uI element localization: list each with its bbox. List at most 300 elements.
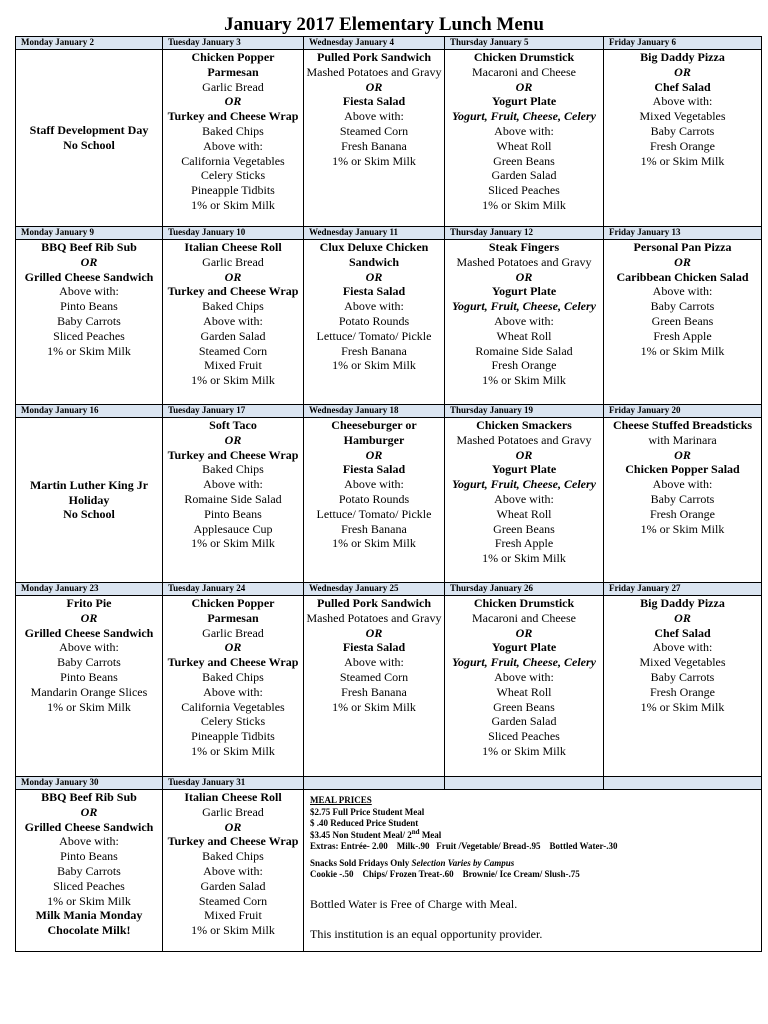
menu-item xyxy=(165,198,301,213)
menu-line-text: Pinto Beans xyxy=(60,669,118,684)
menu-entree xyxy=(447,596,601,611)
menu-item xyxy=(447,433,601,448)
menu-line-text: Grilled Cheese Sandwich xyxy=(24,269,154,284)
menu-line-text: Above with: xyxy=(344,109,404,124)
menu-item xyxy=(606,685,759,700)
day-menu-cell xyxy=(16,418,163,583)
menu-entree xyxy=(165,50,301,80)
menu-entree xyxy=(18,270,160,285)
menu-line-text: Green Beans xyxy=(493,521,555,536)
menu-item xyxy=(447,373,601,388)
menu-item xyxy=(447,611,601,626)
day-menu-cell xyxy=(445,418,604,583)
menu-line-text: Celery Sticks xyxy=(200,168,266,183)
menu-line-text: Fresh Banana xyxy=(341,684,407,699)
menu-entree xyxy=(606,50,759,65)
menu-line-text: Milk Mania Monday Chocolate Milk! xyxy=(35,908,143,938)
menu-item xyxy=(306,522,442,537)
menu-line-text: Fresh Apple xyxy=(653,328,712,343)
menu-line-text: Sliced Peaches xyxy=(53,878,125,893)
menu-italic-line xyxy=(18,805,160,820)
menu-line-text: Chef Salad xyxy=(654,79,711,94)
menu-entree xyxy=(306,418,442,448)
menu-line-text: Baby Carrots xyxy=(57,655,121,670)
menu-line-text: BBQ Beef Rib Sub xyxy=(41,240,137,254)
menu-table xyxy=(15,36,762,952)
menu-entree xyxy=(165,596,301,626)
empty-day-header xyxy=(304,777,445,790)
menu-italic-line xyxy=(165,640,301,655)
menu-italic-line xyxy=(306,626,442,641)
menu-line-text: Garden Salad xyxy=(491,714,557,729)
menu-entree xyxy=(165,418,301,433)
menu-item xyxy=(165,729,301,744)
day-menu-cell xyxy=(604,418,762,583)
menu-line-text: OR xyxy=(674,610,691,625)
menu-line-text: Baked Chips xyxy=(202,123,264,138)
menu-item xyxy=(447,714,601,729)
menu-line-text: 1% or Skim Milk xyxy=(191,373,275,388)
menu-line-text: Garlic Bread xyxy=(202,804,264,819)
menu-line-text: Clux Deluxe Chicken Sandwich xyxy=(319,240,429,269)
menu-item xyxy=(165,714,301,729)
menu-line-text: Baked Chips xyxy=(202,462,264,477)
menu-item xyxy=(447,522,601,537)
menu-line-text: Pulled Pork Sandwich xyxy=(316,50,432,64)
day-header: Wednesday January 25 xyxy=(304,583,445,596)
menu-item xyxy=(306,154,442,169)
menu-italic-line xyxy=(18,611,160,626)
menu-item xyxy=(606,477,759,492)
menu-item xyxy=(165,879,301,894)
water-note: Bottled Water is Free of Charge with Meal. xyxy=(310,896,518,911)
menu-line-text: 1% or Skim Milk xyxy=(640,521,725,536)
menu-line-text: Macaroni and Cheese xyxy=(472,610,576,625)
menu-line-text: 1% or Skim Milk xyxy=(640,699,725,714)
week-header-row xyxy=(16,37,762,50)
menu-line-text: California Vegetables xyxy=(181,153,285,168)
menu-item xyxy=(606,139,759,154)
menu-line-text: Grilled Cheese Sandwich xyxy=(24,625,154,640)
menu-item xyxy=(18,670,160,685)
menu-item xyxy=(165,373,301,388)
menu-item xyxy=(606,670,759,685)
menu-line-text: Green Beans xyxy=(493,699,555,714)
menu-entree xyxy=(18,790,160,805)
menu-italic-line xyxy=(306,270,442,285)
menu-item xyxy=(306,344,442,359)
menu-item xyxy=(447,168,601,183)
menu-line-text: Baby Carrots xyxy=(650,123,715,138)
menu-line-text: Yogurt Plate xyxy=(491,640,557,655)
menu-entree xyxy=(18,123,160,138)
day-menu-cell xyxy=(304,240,445,405)
week-menu-row xyxy=(16,596,762,777)
menu-line-text: Yogurt, Fruit, Cheese, Celery xyxy=(451,477,596,492)
menu-italic-line xyxy=(606,448,759,463)
menu-line-text: OR xyxy=(80,610,98,625)
menu-line-text: Mixed Vegetables xyxy=(639,109,726,124)
menu-line-text: Chicken Drumstick xyxy=(473,596,575,610)
menu-item xyxy=(165,849,301,864)
menu-line-text: OR xyxy=(80,804,98,819)
menu-item xyxy=(306,358,442,373)
menu-line-text: Potato Rounds xyxy=(338,491,410,506)
menu-line-text: Above with: xyxy=(344,655,404,670)
menu-line-text: OR xyxy=(365,79,383,94)
menu-item xyxy=(606,329,759,344)
day-header: Monday January 9 xyxy=(16,227,163,240)
menu-line-text: 1% or Skim Milk xyxy=(332,153,416,168)
menu-line-text: Steamed Corn xyxy=(198,343,268,358)
menu-item xyxy=(306,109,442,124)
day-menu-cell xyxy=(304,50,445,227)
menu-item xyxy=(447,700,601,715)
menu-line-text: Mashed Potatoes and Gravy xyxy=(456,432,592,447)
menu-line-text: Baked Chips xyxy=(202,299,264,314)
menu-line-text: 1% or Skim Milk xyxy=(332,358,416,373)
menu-item xyxy=(165,344,301,359)
menu-line-text: Potato Rounds xyxy=(338,313,410,328)
menu-line-text: Garlic Bread xyxy=(202,79,264,94)
menu-line-text: Sliced Peaches xyxy=(53,328,125,343)
menu-line-text: Baked Chips xyxy=(202,669,264,684)
menu-entree xyxy=(606,240,759,255)
menu-line-text: Frito Pie xyxy=(66,596,112,610)
menu-line-text: Yogurt Plate xyxy=(491,284,557,299)
empty-day-header xyxy=(445,777,604,790)
menu-line-text: Personal Pan Pizza xyxy=(633,240,732,254)
menu-line-text: Fresh Apple xyxy=(494,536,554,551)
menu-line-text: Green Beans xyxy=(651,313,714,328)
menu-item xyxy=(447,507,601,522)
menu-entree xyxy=(306,240,442,270)
menu-line-text: OR xyxy=(674,447,691,462)
snack-prices-line: Cookie -.50 Chips/ Frozen Treat-.60 Brownie/ Ice Cream/ Slush-.75 xyxy=(310,869,580,880)
menu-line-text: Above with: xyxy=(494,669,554,684)
menu-item xyxy=(165,670,301,685)
menu-line-text: Applesauce Cup xyxy=(193,521,273,536)
menu-item xyxy=(18,299,160,314)
menu-entree xyxy=(606,462,759,477)
menu-line-text: Mixed Fruit xyxy=(204,358,262,373)
menu-item xyxy=(447,492,601,507)
menu-entree xyxy=(165,448,301,463)
menu-italic-line xyxy=(306,448,442,463)
menu-line-text: OR xyxy=(224,640,242,655)
menu-line-text: Macaroni and Cheese xyxy=(472,64,576,79)
menu-item xyxy=(306,507,442,522)
menu-line-text: OR xyxy=(515,447,533,462)
menu-line-text: 1% or Skim Milk xyxy=(332,699,416,714)
menu-line-text: Pineapple Tidbits xyxy=(191,183,275,198)
menu-line-text: 1% or Skim Milk xyxy=(482,197,566,212)
reduced-price-line: $ .40 Reduced Price Student xyxy=(310,818,419,829)
menu-line-text: Above with: xyxy=(494,491,554,506)
menu-line-text: Lettuce/ Tomato/ Pickle xyxy=(316,328,432,343)
menu-line-text: Martin Luther King Jr Holiday xyxy=(29,477,149,507)
menu-item xyxy=(165,536,301,551)
day-header: Friday January 27 xyxy=(604,583,762,596)
day-menu-cell xyxy=(163,50,304,227)
equal-opportunity-note: This institution is an equal opportunity provider. xyxy=(310,926,543,941)
menu-entree xyxy=(18,626,160,641)
menu-item xyxy=(447,124,601,139)
non-student-text: $3.45 Non Student Meal/ 2 xyxy=(310,829,412,840)
menu-line-text: Fresh Banana xyxy=(341,138,407,153)
meal-prices-title: MEAL PRICES xyxy=(310,795,372,805)
menu-item xyxy=(165,626,301,641)
menu-line-text: Above with: xyxy=(344,299,404,314)
menu-line-text: Garlic Bread xyxy=(202,625,264,640)
menu-item xyxy=(165,358,301,373)
menu-entree xyxy=(306,284,442,299)
menu-line-text: Wheat Roll xyxy=(496,506,552,521)
menu-italic-line xyxy=(18,255,160,270)
menu-item xyxy=(165,894,301,909)
menu-line-text: 1% or Skim Milk xyxy=(47,699,131,714)
menu-line-text: Steamed Corn xyxy=(339,123,409,138)
menu-item xyxy=(447,139,601,154)
menu-item xyxy=(165,154,301,169)
menu-line-text: Romaine Side Salad xyxy=(184,491,282,506)
day-header: Thursday January 12 xyxy=(445,227,604,240)
menu-italic-line xyxy=(447,299,601,314)
menu-item xyxy=(165,80,301,95)
menu-line-text: Pinto Beans xyxy=(60,849,118,864)
menu-item xyxy=(606,344,759,359)
day-menu-cell xyxy=(445,50,604,227)
menu-line-text: Italian Cheese Roll xyxy=(184,240,282,254)
menu-line-text: Above with: xyxy=(203,477,263,492)
menu-line-text: Soft Taco xyxy=(209,418,257,432)
menu-item xyxy=(165,314,301,329)
menu-item xyxy=(447,685,601,700)
menu-line-text: BBQ Beef Rib Sub xyxy=(41,790,137,804)
menu-italic-line xyxy=(165,820,301,835)
menu-italic-line xyxy=(447,270,601,285)
menu-item xyxy=(306,611,442,626)
menu-line-text: Yogurt, Fruit, Cheese, Celery xyxy=(451,109,596,124)
day-header: Monday January 23 xyxy=(16,583,163,596)
menu-line-text: Pinto Beans xyxy=(204,506,262,521)
menu-item xyxy=(447,198,601,213)
menu-item xyxy=(306,685,442,700)
menu-item xyxy=(165,864,301,879)
day-menu-cell xyxy=(445,596,604,777)
menu-entree xyxy=(18,820,160,835)
menu-item xyxy=(447,65,601,80)
day-menu-cell xyxy=(163,240,304,405)
menu-line-text: Cheeseburger or Hamburger xyxy=(331,418,417,447)
snacks-text: Snacks Sold Fridays Only xyxy=(310,857,412,868)
menu-line-text: Cheese Stuffed Breadsticks xyxy=(612,418,753,432)
menu-line-text: OR xyxy=(365,447,383,462)
menu-entree xyxy=(447,240,601,255)
menu-item xyxy=(306,65,442,80)
menu-italic-line xyxy=(306,80,442,95)
menu-entree xyxy=(18,240,160,255)
week-menu-row xyxy=(16,418,762,583)
menu-item xyxy=(447,536,601,551)
menu-item xyxy=(606,109,759,124)
menu-item xyxy=(447,183,601,198)
menu-item xyxy=(165,168,301,183)
menu-line-text: Above with: xyxy=(203,863,263,878)
menu-line-text: Fresh Orange xyxy=(650,138,715,153)
menu-line-text: Yogurt Plate xyxy=(491,94,557,109)
menu-item xyxy=(447,729,601,744)
menu-item xyxy=(18,879,160,894)
menu-entree xyxy=(606,80,759,95)
menu-item xyxy=(165,744,301,759)
menu-item xyxy=(18,685,160,700)
non-student-line xyxy=(310,827,755,842)
menu-item xyxy=(165,183,301,198)
menu-item xyxy=(447,344,601,359)
snacks-line xyxy=(310,858,755,870)
menu-line-text: Chef Salad xyxy=(654,625,711,640)
menu-line-text: Fiesta Salad xyxy=(342,462,406,477)
menu-line-text: Fresh Banana xyxy=(341,521,407,536)
day-header: Friday January 20 xyxy=(604,405,762,418)
menu-line-text: Pinto Beans xyxy=(60,299,118,314)
menu-item xyxy=(18,894,160,909)
menu-item xyxy=(447,329,601,344)
menu-line-text: Steak Fingers xyxy=(488,240,560,254)
menu-line-text: Garden Salad xyxy=(200,328,266,343)
menu-line-text: OR xyxy=(224,432,242,447)
week-header-row xyxy=(16,583,762,596)
menu-line-text: Above with: xyxy=(344,477,404,492)
menu-item xyxy=(306,124,442,139)
menu-item xyxy=(18,640,160,655)
menu-item xyxy=(447,551,601,566)
menu-entree xyxy=(447,462,601,477)
week-header-row xyxy=(16,405,762,418)
menu-item xyxy=(606,655,759,670)
menu-item xyxy=(165,908,301,923)
menu-item xyxy=(165,507,301,522)
day-header: Wednesday January 4 xyxy=(304,37,445,50)
menu-item xyxy=(165,685,301,700)
menu-item xyxy=(306,139,442,154)
menu-line-text: 1% or Skim Milk xyxy=(191,197,275,212)
menu-item xyxy=(606,522,759,537)
menu-italic-line xyxy=(447,448,601,463)
menu-entree xyxy=(18,908,160,938)
day-menu-cell xyxy=(163,790,304,952)
menu-italic-line xyxy=(606,611,759,626)
menu-line-text: Fresh Orange xyxy=(650,506,715,521)
week-header-row xyxy=(16,227,762,240)
menu-item xyxy=(606,492,759,507)
menu-line-text: Sliced Peaches xyxy=(488,729,560,744)
menu-line-text: Pineapple Tidbits xyxy=(191,729,275,744)
day-menu-cell xyxy=(445,240,604,405)
menu-entree xyxy=(165,790,301,805)
day-header: Tuesday January 3 xyxy=(163,37,304,50)
menu-item xyxy=(606,154,759,169)
menu-entree xyxy=(606,270,759,285)
menu-line-text: OR xyxy=(674,254,691,269)
menu-line-text: Steamed Corn xyxy=(198,893,268,908)
menu-entree xyxy=(447,284,601,299)
menu-line-text: OR xyxy=(365,625,383,640)
day-header: Monday January 2 xyxy=(16,37,163,50)
menu-line-text: OR xyxy=(224,819,242,834)
menu-italic-line xyxy=(165,270,301,285)
menu-item xyxy=(165,139,301,154)
menu-line-text: Baby Carrots xyxy=(650,491,715,506)
menu-line-text: Garden Salad xyxy=(491,168,557,183)
menu-line-text: Baby Carrots xyxy=(57,863,121,878)
day-menu-cell xyxy=(163,596,304,777)
menu-item xyxy=(18,655,160,670)
empty-day-header xyxy=(604,777,762,790)
menu-item xyxy=(606,124,759,139)
menu-entree xyxy=(165,109,301,124)
menu-line-text: Romaine Side Salad xyxy=(475,343,573,358)
menu-entree xyxy=(165,284,301,299)
menu-line-text: OR xyxy=(224,269,242,284)
menu-item xyxy=(447,154,601,169)
day-header: Tuesday January 31 xyxy=(163,777,304,790)
menu-line-text: Fiesta Salad xyxy=(342,640,406,655)
menu-line-text: Fiesta Salad xyxy=(342,284,406,299)
day-header: Friday January 13 xyxy=(604,227,762,240)
menu-item xyxy=(306,477,442,492)
menu-line-text: Caribbean Chicken Salad xyxy=(616,269,749,284)
menu-italic-line xyxy=(447,655,601,670)
menu-item xyxy=(306,329,442,344)
day-header: Monday January 30 xyxy=(16,777,163,790)
day-menu-cell xyxy=(304,418,445,583)
week-menu-row xyxy=(16,790,762,952)
menu-line-text: Chicken Smackers xyxy=(476,418,572,432)
menu-entree xyxy=(306,596,442,611)
menu-line-text: Garlic Bread xyxy=(202,254,264,269)
menu-item xyxy=(606,284,759,299)
menu-italic-line xyxy=(165,433,301,448)
menu-line-text: 1% or Skim Milk xyxy=(332,536,416,551)
day-header: Friday January 6 xyxy=(604,37,762,50)
menu-line-text: OR xyxy=(515,79,533,94)
non-student-sup: nd xyxy=(411,827,420,836)
menu-entree xyxy=(165,240,301,255)
menu-line-text: Garden Salad xyxy=(200,878,266,893)
menu-line-text: Chicken Drumstick xyxy=(473,50,575,64)
menu-line-text: Staff Development Day xyxy=(29,123,149,138)
menu-line-text: Baby Carrots xyxy=(650,299,715,314)
day-menu-cell xyxy=(604,50,762,227)
menu-item xyxy=(447,255,601,270)
menu-line-text: Above with: xyxy=(494,123,554,138)
menu-item xyxy=(18,284,160,299)
menu-line-text: Fiesta Salad xyxy=(342,94,406,109)
menu-line-text: No School xyxy=(63,507,115,522)
menu-line-text: Wheat Roll xyxy=(496,328,552,343)
menu-line-text: California Vegetables xyxy=(181,699,285,714)
menu-item xyxy=(306,299,442,314)
menu-item xyxy=(447,314,601,329)
menu-item xyxy=(606,314,759,329)
menu-line-text: 1% or Skim Milk xyxy=(482,373,566,388)
menu-item xyxy=(606,507,759,522)
menu-line-text: Above with: xyxy=(203,313,263,328)
menu-line-text: Above with: xyxy=(203,138,263,153)
menu-item xyxy=(18,834,160,849)
